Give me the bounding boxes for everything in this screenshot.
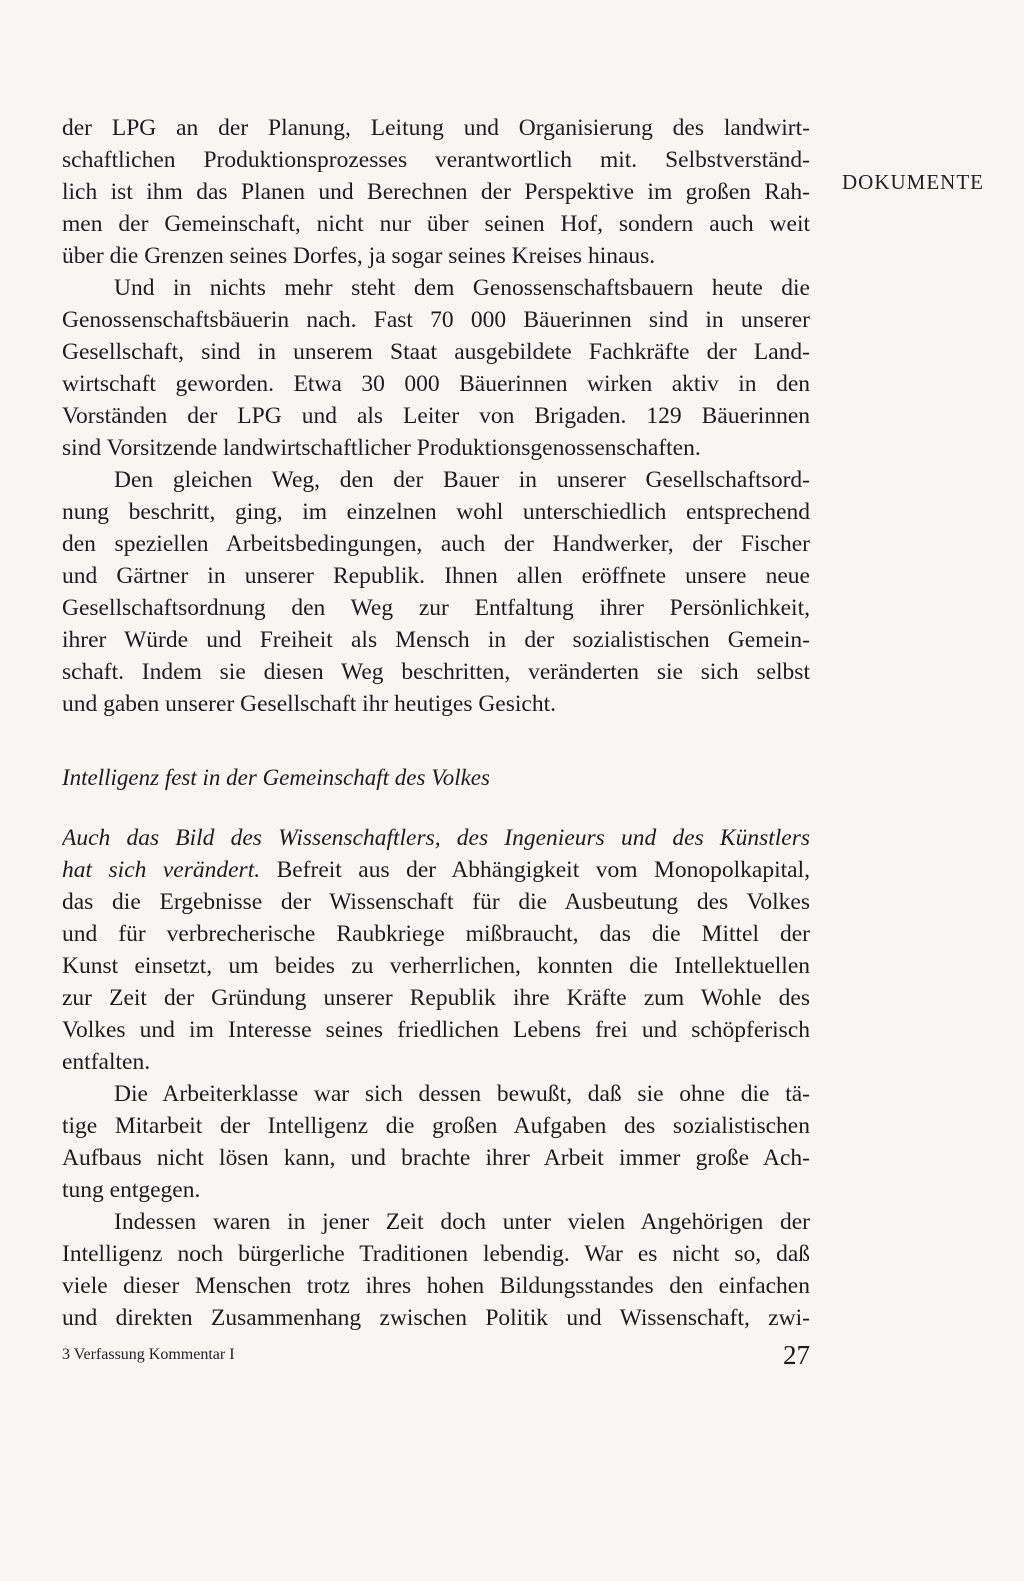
italic-lead: Auch das Bild des Wissenschaftlers, des Ingenieurs und des Künstlers — [62, 825, 810, 851]
text-line: Intelligenz noch bürgerliche Traditionen lebendig. War es nicht so, daß — [62, 1241, 810, 1267]
text-line: das die Ergebnisse der Wissenschaft für die Ausbeutung des Volkes — [62, 889, 810, 915]
text-line: tung entgegen. — [62, 1177, 201, 1203]
text-line: Gesellschaftsordnung den Weg zur Entfaltung ihrer Persönlichkeit, — [62, 595, 810, 621]
text-line: Genossenschaftsbäuerin nach. Fast 70 000 Bäuerinnen sind in unserer — [62, 307, 810, 333]
text-line: Den gleichen Weg, den der Bauer in unserer Gesellschaftsord- — [114, 467, 810, 493]
text-line: men der Gemeinschaft, nicht nur über seinen Hof, sondern auch weit — [62, 211, 810, 237]
text-line: und gaben unserer Gesellschaft ihr heutiges Gesicht. — [62, 691, 556, 717]
text-line: Volkes und im Interesse seines friedlichen Lebens frei und schöpferisch — [62, 1017, 810, 1043]
text-line: entfalten. — [62, 1049, 151, 1075]
text-line: und Gärtner in unserer Republik. Ihnen allen eröffnete unsere neue — [62, 563, 810, 589]
text-line: nung beschritt, ging, im einzelnen wohl unterschiedlich entsprechend — [62, 499, 810, 525]
margin-label: DOKUMENTE — [842, 170, 984, 194]
text-line: ihrer Würde und Freiheit als Mensch in der sozialistischen Gemein- — [62, 627, 810, 653]
text-line-rest: Befreit aus der Abhängigkeit vom Monopolkapital, — [260, 857, 810, 883]
text-line: tige Mitarbeit der Intelligenz die großen Aufgaben des sozialistischen — [62, 1113, 810, 1139]
text-line: Indessen waren in jener Zeit doch unter vielen Angehörigen der — [114, 1209, 810, 1235]
text-line: sind Vorsitzende landwirtschaftlicher Produktionsgenossenschaften. — [62, 435, 701, 461]
text-line: Vorständen der LPG und als Leiter von Brigaden. 129 Bäuerinnen — [62, 403, 810, 429]
footer-signature: 3 Verfassung Kommentar I — [62, 1346, 235, 1363]
text-line: viele dieser Menschen trotz ihres hohen Bildungsstandes den einfachen — [62, 1273, 810, 1299]
text-line: Kunst einsetzt, um beides zu verherrlichen, konnten die Intellektuellen — [62, 953, 810, 979]
italic-lead-end: hat sich verändert. — [62, 857, 261, 883]
text-line: und für verbrecherische Raubkriege mißbraucht, das die Mittel der — [62, 921, 810, 947]
text-line: über die Grenzen seines Dorfes, ja sogar seines Kreises hinaus. — [62, 243, 656, 269]
text-line: Und in nichts mehr steht dem Genossenschaftsbauern heute die — [114, 275, 810, 301]
paragraph-block-1 — [62, 112, 810, 720]
text-line: zur Zeit der Gründung unserer Republik ihre Kräfte zum Wohle des — [62, 985, 810, 1011]
paragraph-block-2 — [62, 822, 810, 1334]
text-line: wirtschaft geworden. Etwa 30 000 Bäuerinnen wirken aktiv in den — [62, 371, 810, 397]
text-line: lich ist ihm das Planen und Berechnen der Perspektive im großen Rah- — [62, 179, 810, 205]
text-line: schaftlichen Produktionsprozesses verantwortlich mit. Selbstverständ- — [62, 147, 810, 173]
text-line — [62, 822, 810, 854]
section-heading: Intelligenz fest in der Gemeinschaft des Volkes — [62, 765, 490, 790]
text-line: Die Arbeiterklasse war sich dessen bewußt, daß sie ohne die tä- — [114, 1081, 810, 1107]
text-line: der LPG an der Planung, Leitung und Organisierung des landwirt- — [62, 115, 810, 141]
text-line: den speziellen Arbeitsbedingungen, auch der Handwerker, der Fischer — [62, 531, 810, 557]
text-line: und direkten Zusammenhang zwischen Politik und Wissenschaft, zwi- — [62, 1305, 810, 1331]
text-line — [62, 854, 810, 886]
page-number: 27 — [783, 1340, 810, 1370]
text-line: Aufbaus nicht lösen kann, und brachte ihrer Arbeit immer große Ach- — [62, 1145, 810, 1171]
text-line: schaft. Indem sie diesen Weg beschritten, veränderten sie sich selbst — [62, 659, 810, 685]
text-line: Gesellschaft, sind in unserem Staat ausgebildete Fachkräfte der Land- — [62, 339, 810, 365]
